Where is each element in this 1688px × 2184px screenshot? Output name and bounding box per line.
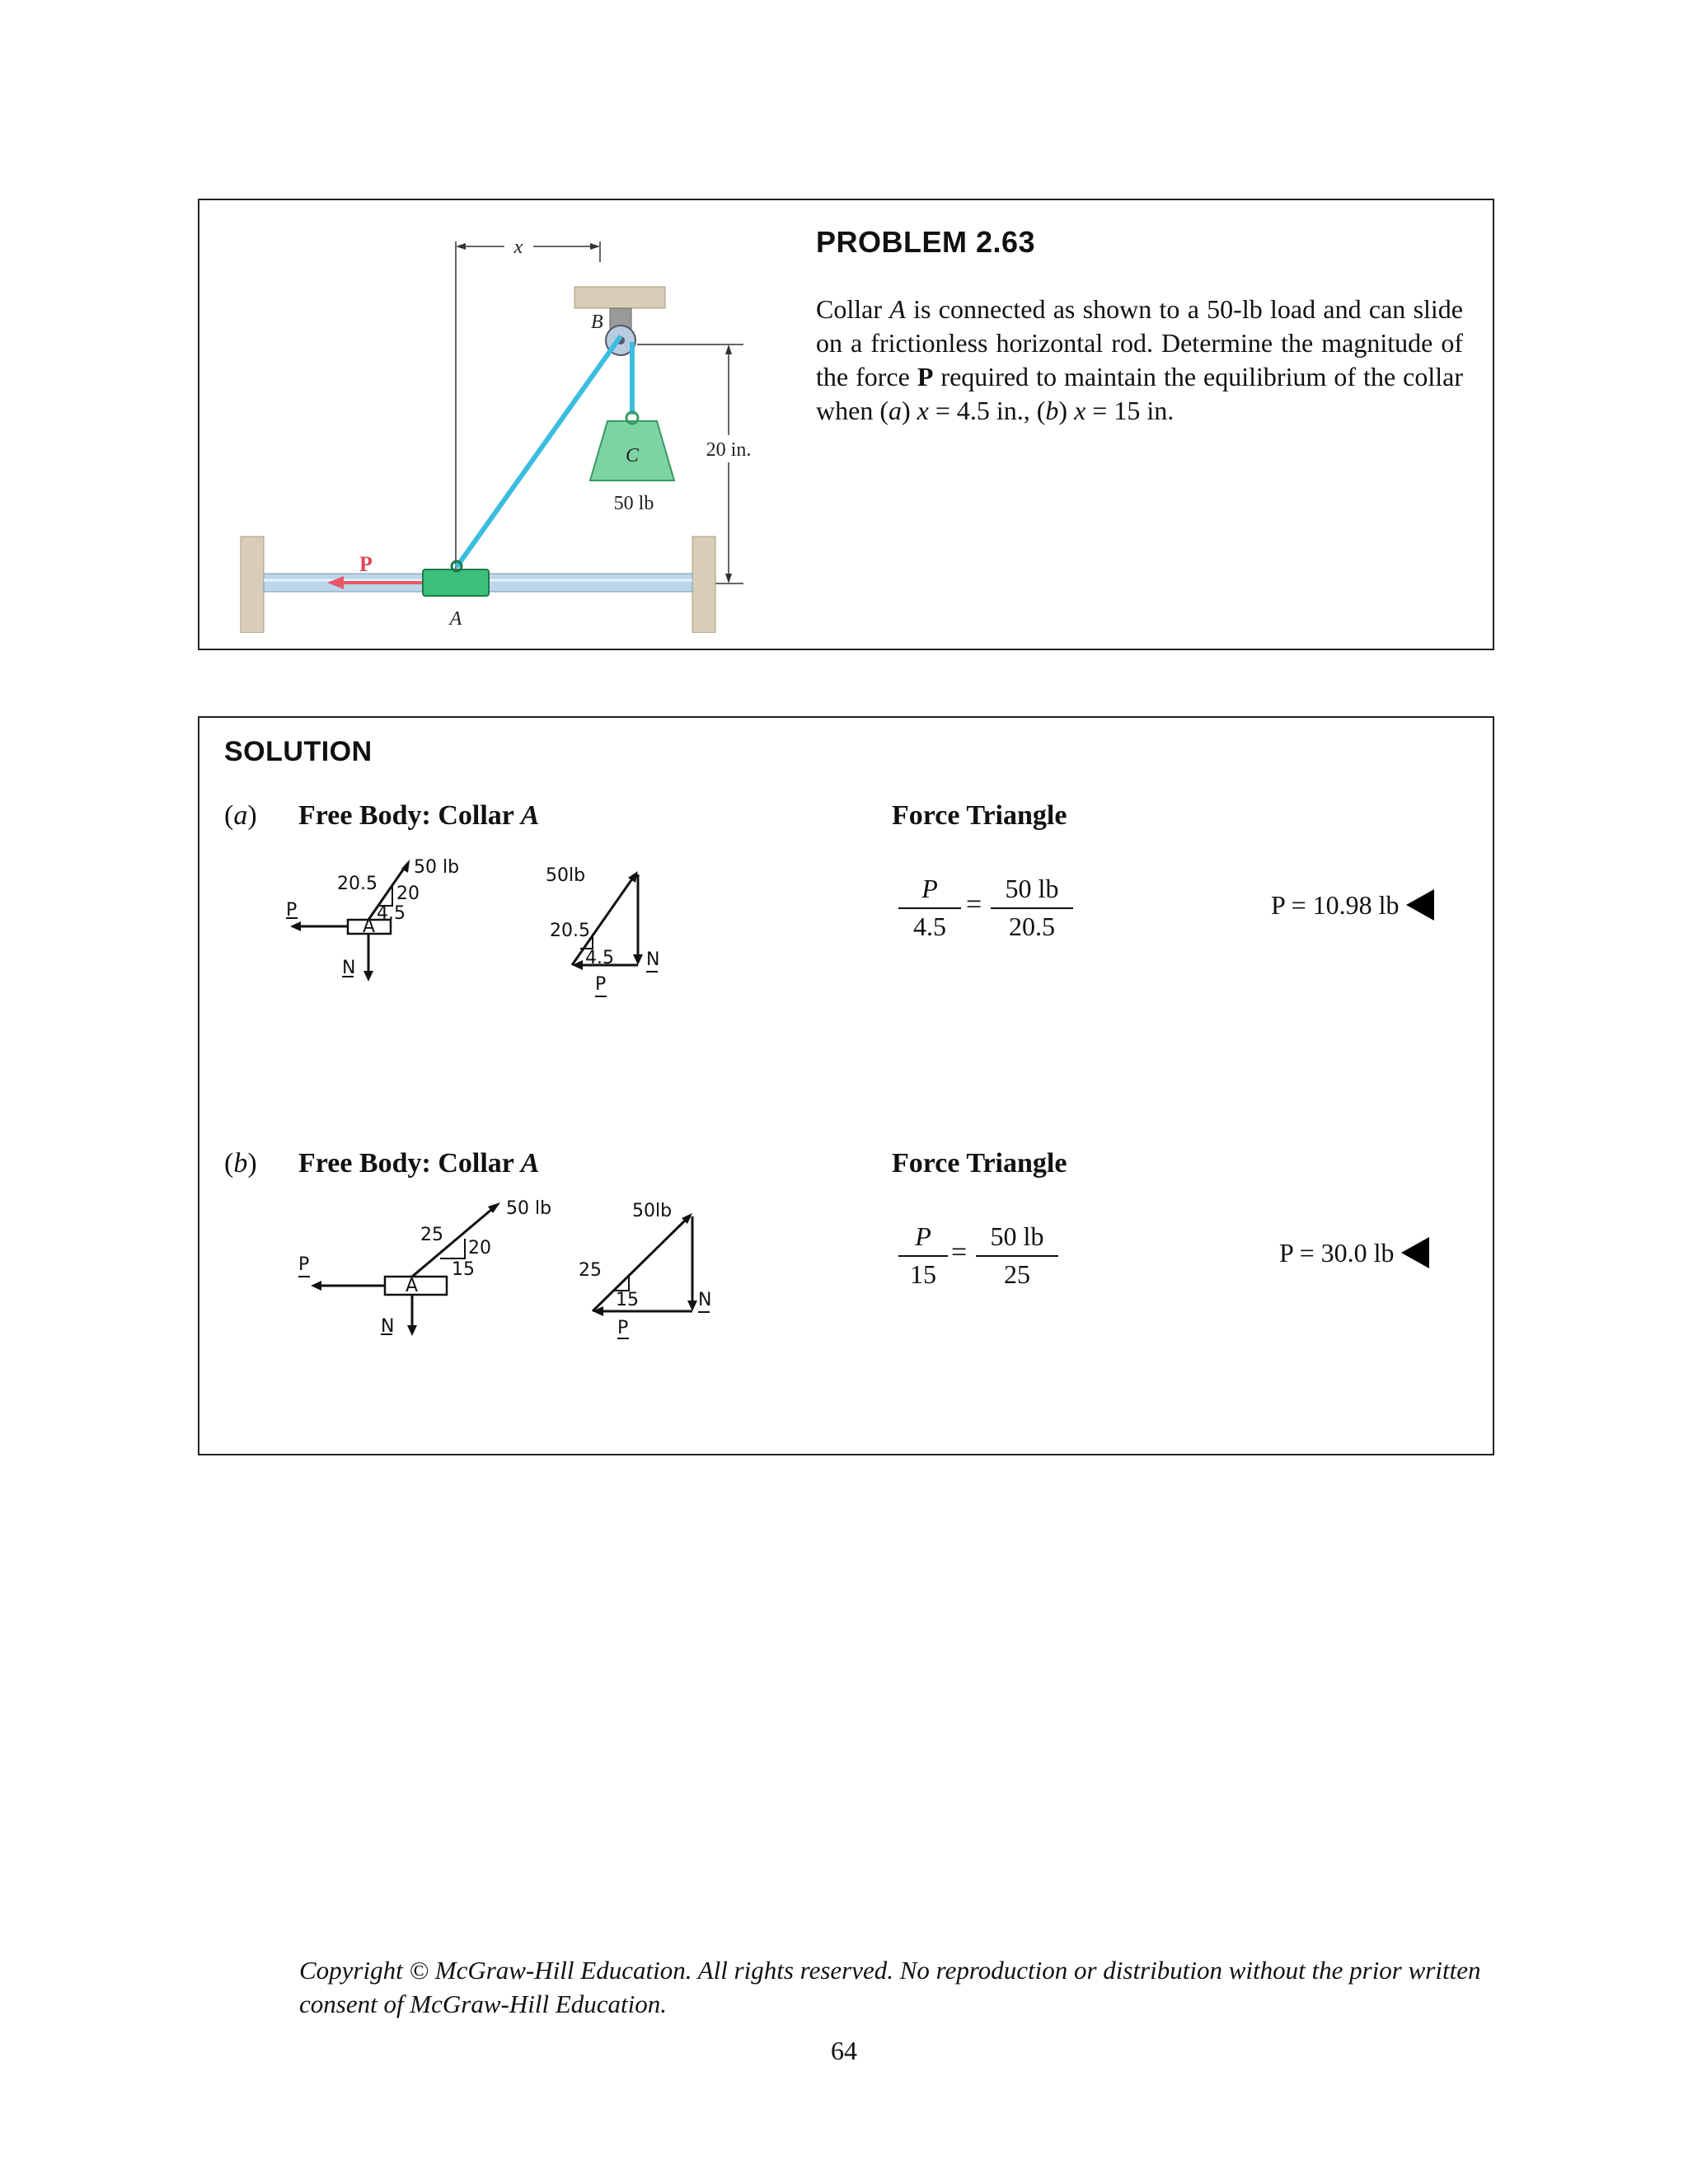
slope-hyp: 20.5: [337, 874, 377, 894]
label-P: P: [359, 552, 373, 576]
label-A: A: [449, 608, 462, 630]
tri-label-force: 50lb: [632, 1201, 673, 1221]
problem-text-part: = 4.5 in., (: [928, 396, 1046, 425]
fraction-bar: [898, 907, 961, 909]
part-b-fbd-heading: [298, 1148, 539, 1179]
answer-text: P = 30.0 lb: [1279, 1237, 1395, 1268]
x-dim-arrow-left: [456, 243, 466, 250]
tri-label-P: P: [617, 1318, 629, 1338]
tri-label-force: 50lb: [546, 866, 586, 886]
fraction-bar: [976, 1255, 1058, 1257]
fraction-denominator: 15: [910, 1259, 936, 1289]
force-P-arrowhead: [311, 1281, 321, 1291]
problem-text-var-P: P: [917, 362, 934, 391]
tri-label-N: N: [698, 1290, 712, 1310]
problem-text-part: ): [1058, 396, 1075, 425]
force-N-arrowhead: [363, 971, 373, 982]
force-P-arrowhead: [290, 921, 301, 931]
problem-title: PROBLEM 2.63: [816, 225, 1036, 259]
solution-box: [198, 716, 1494, 1455]
left-wall: [241, 537, 264, 633]
part-b-equals: =: [951, 1237, 968, 1268]
right-wall: [692, 537, 715, 633]
part-b-right-fraction: [976, 1221, 1058, 1290]
left-triangle-icon: [1406, 889, 1434, 921]
part-a-label: [224, 800, 257, 832]
dim-20-arrow-bottom: [725, 574, 732, 583]
problem-text-part: = 15 in.: [1085, 396, 1175, 425]
part-a-fbd-sketch: [278, 858, 476, 982]
tri-label-P: P: [595, 974, 607, 995]
problem-text-part: ): [901, 396, 917, 425]
x-label: x: [513, 237, 523, 258]
problem-statement: [816, 293, 1463, 428]
fraction-numerator: 50 lb: [990, 1221, 1044, 1251]
label-N: N: [381, 1316, 395, 1336]
paren: ): [247, 800, 257, 831]
page-number: 64: [831, 2036, 857, 2065]
label-N: N: [342, 958, 356, 978]
fraction-numerator: 50 lb: [1005, 874, 1059, 903]
fraction-denominator: 20.5: [1009, 912, 1055, 941]
label-B: B: [591, 312, 603, 333]
tri-label-hyp: 20.5: [550, 921, 590, 941]
left-triangle-icon: [1401, 1237, 1429, 1268]
part-a-triangle-heading: Force Triangle: [892, 800, 1067, 831]
tri-N-arrowhead: [633, 954, 643, 965]
part-letter: b: [233, 1148, 248, 1179]
part-letter: a: [233, 800, 248, 831]
problem-diagram: [216, 217, 793, 633]
x-dim-arrow-right: [590, 243, 600, 250]
tri-label-horiz: 15: [616, 1290, 639, 1310]
part-b-label: [224, 1148, 257, 1179]
tri-label-horiz: 4.5: [585, 948, 614, 968]
label-P: P: [298, 1254, 310, 1275]
problem-text-case-a: a: [888, 396, 902, 425]
label-force: 50 lb: [506, 1198, 552, 1219]
label-C: C: [625, 445, 640, 466]
label-load: 50 lb: [613, 493, 654, 514]
part-a-equals: =: [966, 889, 982, 920]
part-a-answer: [1271, 889, 1434, 921]
problem-text-case-b: b: [1045, 396, 1059, 425]
tri-label-N: N: [646, 949, 660, 970]
collar-label: A: [363, 916, 376, 937]
dim-20-arrow-top: [725, 344, 732, 354]
tri-50lb-side: [593, 1220, 686, 1311]
cable-to-collar: [457, 336, 621, 567]
paren: ): [247, 1148, 257, 1179]
label-P: P: [286, 900, 298, 921]
part-b-triangle-sketch: [574, 1200, 739, 1340]
fraction-numerator: P: [921, 874, 938, 903]
fraction-denominator: 25: [1004, 1259, 1030, 1289]
part-a-left-fraction: [898, 873, 961, 942]
fraction-bar: [898, 1255, 948, 1257]
part-a-triangle-sketch: [546, 866, 710, 1002]
fraction-denominator: 4.5: [913, 912, 946, 941]
collar-label: A: [406, 1276, 419, 1296]
part-a-fbd-heading: [298, 800, 539, 832]
paren: (: [224, 1148, 234, 1179]
slope-horiz: 4.5: [377, 903, 406, 924]
problem-box: [198, 199, 1494, 650]
problem-text-part: required to maintain the equilibrium of the collar when (: [816, 362, 1464, 425]
force-N-arrowhead: [407, 1325, 417, 1336]
problem-text-var-x: x: [917, 396, 929, 425]
part-a-right-fraction: [991, 873, 1073, 942]
part-b-left-fraction: [898, 1221, 948, 1290]
slope-vert: 20: [396, 883, 420, 904]
problem-text-part: Collar: [816, 294, 890, 324]
tri-label-hyp: 25: [579, 1260, 602, 1281]
paren: (: [224, 800, 234, 831]
solution-title: SOLUTION: [224, 736, 373, 767]
label-force: 50 lb: [414, 858, 460, 878]
tri-N-arrowhead: [687, 1301, 697, 1311]
problem-text-part: is connected as shown to a 50-lb load and can slide on a frictionless horizontal rod. Determine the magnitude of the force: [816, 294, 1464, 391]
heading-text: Free Body: Collar: [298, 1148, 521, 1179]
label-dim-20: 20 in.: [706, 439, 752, 461]
heading-var: A: [520, 800, 540, 831]
part-b-fbd-sketch: [290, 1196, 554, 1336]
ceiling-support: [574, 287, 665, 308]
slope-vert: 20: [468, 1238, 491, 1258]
heading-var: A: [520, 1148, 540, 1179]
part-b-answer: [1279, 1237, 1429, 1268]
answer-text: P = 10.98 lb: [1271, 889, 1400, 920]
slope-hyp: 25: [420, 1225, 443, 1245]
fraction-numerator: P: [915, 1221, 931, 1251]
heading-text: Free Body: Collar: [298, 800, 521, 831]
collar-A: [423, 569, 489, 596]
slope-horiz: 15: [452, 1259, 475, 1280]
copyright-notice: Copyright © McGraw-Hill Education. All rights reserved. No reproduction or distribution without the prior written consent of McGraw-Hill Education.: [299, 1956, 1481, 2018]
problem-text-var-x: x: [1074, 396, 1086, 425]
fraction-bar: [991, 907, 1073, 909]
problem-text-var-A: A: [889, 294, 906, 324]
part-b-triangle-heading: Force Triangle: [892, 1148, 1067, 1179]
